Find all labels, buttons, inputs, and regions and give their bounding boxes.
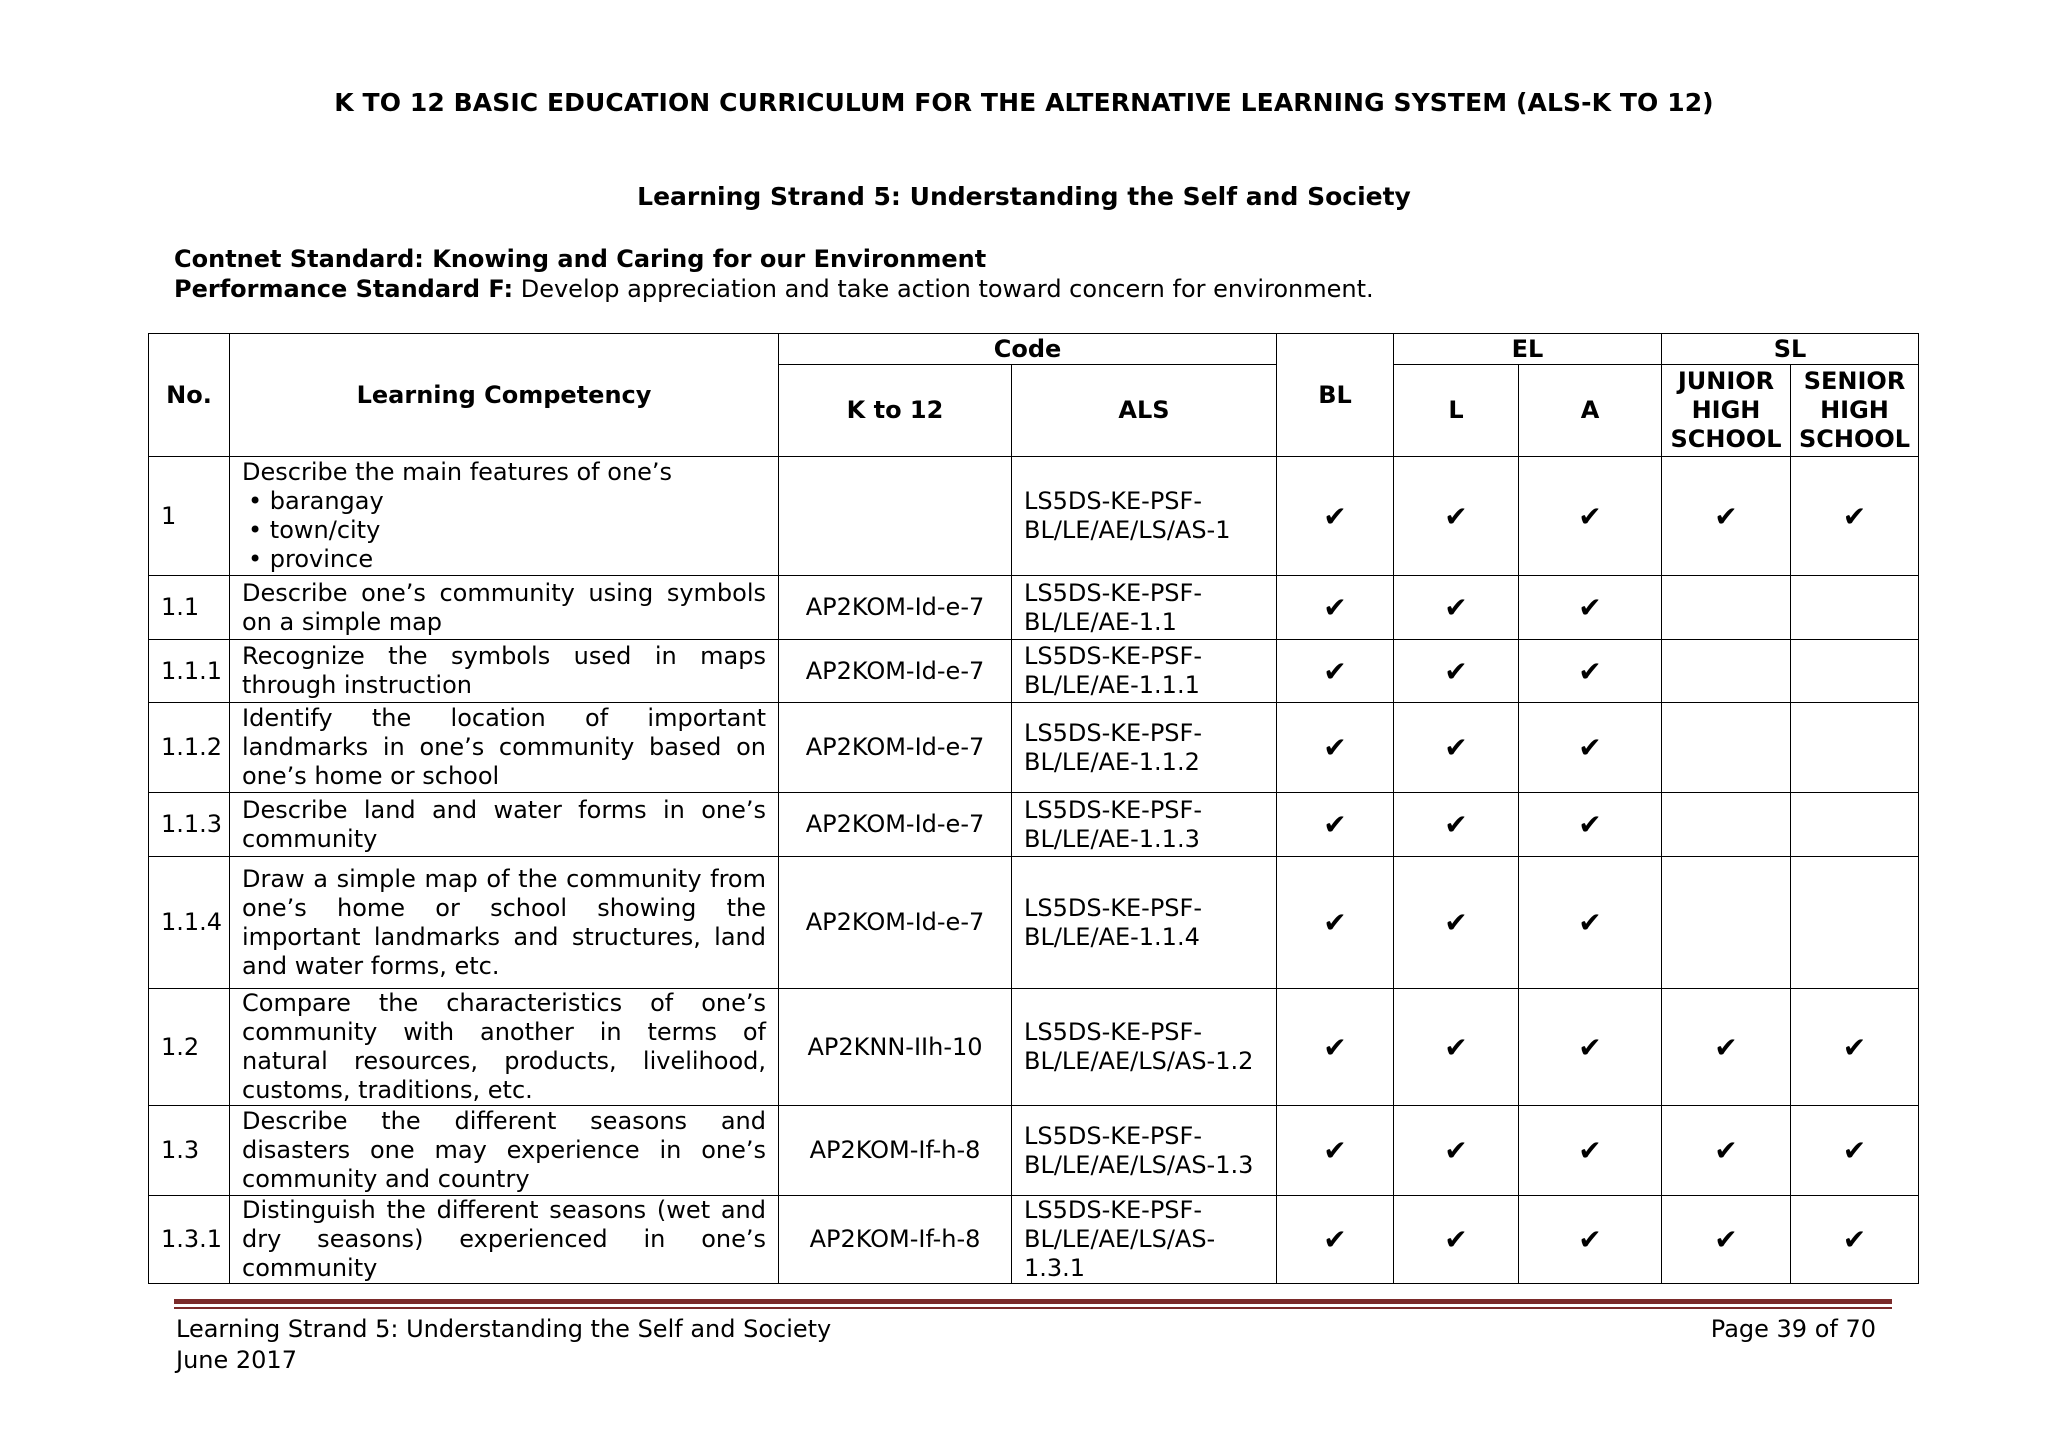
- competency-text: Recognize the symbols used in maps through instruction: [242, 642, 766, 699]
- table-row: [149, 1196, 1919, 1284]
- footer-rule: [174, 1299, 1892, 1304]
- checkmark-icon: ✔: [1323, 808, 1347, 841]
- table-row: [149, 640, 1919, 703]
- footer-strand: Learning Strand 5: Understanding the Self and Society: [176, 1315, 832, 1343]
- competency-text: Describe land and water forms in one’s community: [242, 795, 766, 853]
- k12-code: AP2KOM-Id-e-7: [779, 857, 1012, 989]
- check-el-l: [1394, 1196, 1519, 1284]
- checkmark-icon: ✔: [1842, 1223, 1867, 1256]
- checkmark-icon: ✔: [1444, 731, 1468, 764]
- als-code: LS5DS-KE-PSF- BL/LE/AE/LS/AS-1.3.1: [1012, 1196, 1277, 1284]
- checkmark-icon: ✔: [1444, 906, 1468, 939]
- competency-cell: [230, 640, 779, 703]
- row-number: 1.2: [149, 989, 230, 1106]
- checkmark-icon: ✔: [1323, 1030, 1347, 1064]
- checkmark-icon: ✔: [1714, 499, 1738, 533]
- check-bl: [1277, 576, 1394, 640]
- checkmark-icon: ✔: [1444, 808, 1468, 841]
- competency-text: Describe one’s community using symbols on a simple map: [242, 578, 766, 636]
- table-row: [149, 703, 1919, 793]
- als-code: LS5DS-KE-PSF- BL/LE/AE-1.1.2: [1012, 703, 1277, 793]
- standards-block: [174, 244, 1374, 304]
- check-bl: [1277, 857, 1394, 989]
- check-bl: [1277, 1106, 1394, 1196]
- table-row: [149, 1106, 1919, 1196]
- k12-code: AP2KOM-Id-e-7: [779, 576, 1012, 640]
- check-el-a: [1519, 1196, 1662, 1284]
- competency-text: Identify the location of important landmarks in one’s community based on one’s home or school: [242, 704, 766, 790]
- row-number: 1.1.3: [149, 793, 230, 857]
- check-el-a: [1519, 640, 1662, 703]
- check-bl: [1277, 457, 1394, 576]
- check-sl-senior-high: [1791, 457, 1919, 576]
- checkmark-icon: ✔: [1578, 1030, 1602, 1064]
- check-el-a: [1519, 989, 1662, 1106]
- check-sl-junior-high: [1662, 1196, 1791, 1284]
- checkmark-icon: ✔: [1842, 1134, 1867, 1167]
- checkmark-icon: ✔: [1714, 1223, 1738, 1256]
- checkmark-icon: ✔: [1323, 1134, 1347, 1167]
- als-code: LS5DS-KE-PSF- BL/LE/AE/LS/AS-1.3: [1012, 1106, 1277, 1196]
- check-el-a: [1519, 576, 1662, 640]
- header-sl: SL: [1662, 334, 1919, 365]
- row-number: 1.1.1: [149, 640, 230, 703]
- competency-cell: [230, 793, 779, 857]
- check-bl: [1277, 703, 1394, 793]
- competency-text: Draw a simple map of the community from one’s home or school showing the important landmarks and structures, land and water forms, etc.: [242, 864, 766, 980]
- header-l: L: [1394, 365, 1519, 457]
- k12-code: AP2KOM-Id-e-7: [779, 640, 1012, 703]
- competency-text: Describe the different seasons and disasters one may experience in one’s community and country: [242, 1107, 766, 1193]
- check-sl-junior-high: [1662, 793, 1791, 857]
- check-sl-junior-high: [1662, 703, 1791, 793]
- row-number: 1.3.1: [149, 1196, 230, 1284]
- table-row: [149, 576, 1919, 640]
- checkmark-icon: ✔: [1578, 906, 1602, 939]
- checkmark-icon: ✔: [1444, 499, 1468, 533]
- checkmark-icon: ✔: [1578, 1223, 1602, 1256]
- checkmark-icon: ✔: [1578, 591, 1602, 624]
- check-sl-junior-high: [1662, 457, 1791, 576]
- performance-standard: [174, 274, 1374, 304]
- table-body: [149, 457, 1919, 1284]
- table-row: [149, 457, 1919, 576]
- row-number: 1.1.4: [149, 857, 230, 989]
- als-code: LS5DS-KE-PSF- BL/LE/AE-1.1.1: [1012, 640, 1277, 703]
- check-sl-senior-high: [1791, 857, 1919, 989]
- check-el-a: [1519, 793, 1662, 857]
- check-sl-junior-high: [1662, 857, 1791, 989]
- checkmark-icon: ✔: [1578, 1134, 1602, 1167]
- check-el-l: [1394, 457, 1519, 576]
- table-header: [149, 334, 1919, 457]
- page-number: Page 39 of 70: [1710, 1315, 1876, 1343]
- check-sl-junior-high: [1662, 576, 1791, 640]
- check-sl-junior-high: [1662, 989, 1791, 1106]
- competency-text: Compare the characteristics of one’s community with another in terms of natural resources, products, livelihood, customs, traditions, etc.: [242, 989, 766, 1104]
- checkmark-icon: ✔: [1842, 1030, 1867, 1064]
- check-el-l: [1394, 989, 1519, 1106]
- check-el-l: [1394, 640, 1519, 703]
- check-sl-senior-high: [1791, 1106, 1919, 1196]
- check-sl-senior-high: [1791, 640, 1919, 703]
- check-el-l: [1394, 703, 1519, 793]
- check-el-a: [1519, 857, 1662, 989]
- footer-date: June 2017: [176, 1346, 297, 1374]
- check-el-l: [1394, 857, 1519, 989]
- row-number: 1.1: [149, 576, 230, 640]
- competency-cell: [230, 1106, 779, 1196]
- k12-code: AP2KOM-If-h-8: [779, 1196, 1012, 1284]
- table-row: [149, 857, 1919, 989]
- competency-table: [148, 333, 1919, 1284]
- performance-standard-label: Performance Standard F:: [174, 275, 514, 303]
- check-sl-senior-high: [1791, 703, 1919, 793]
- footer-rule-thin: [174, 1307, 1892, 1309]
- competency-cell: [230, 703, 779, 793]
- checkmark-icon: ✔: [1444, 654, 1468, 688]
- checkmark-icon: ✔: [1323, 591, 1347, 624]
- competency-cell: [230, 576, 779, 640]
- check-sl-junior-high: [1662, 640, 1791, 703]
- check-el-a: [1519, 703, 1662, 793]
- header-competency: Learning Competency: [230, 334, 779, 457]
- header-bl: BL: [1277, 334, 1394, 457]
- checkmark-icon: ✔: [1714, 1134, 1738, 1167]
- checkmark-icon: ✔: [1578, 499, 1602, 533]
- header-el: EL: [1394, 334, 1662, 365]
- row-number: 1.3: [149, 1106, 230, 1196]
- checkmark-icon: ✔: [1323, 906, 1347, 939]
- check-sl-senior-high: [1791, 576, 1919, 640]
- header-a: A: [1519, 365, 1662, 457]
- checkmark-icon: ✔: [1842, 499, 1867, 533]
- checkmark-icon: ✔: [1323, 499, 1347, 533]
- header-senior-high: SENIOR HIGH SCHOOL: [1791, 365, 1919, 457]
- document-title: K TO 12 BASIC EDUCATION CURRICULUM FOR THE ALTERNATIVE LEARNING SYSTEM (ALS-K TO 12): [334, 88, 1714, 117]
- feature-list-item: • barangay: [248, 487, 766, 516]
- checkmark-icon: ✔: [1323, 654, 1347, 688]
- competency-text: Distinguish the different seasons (wet and dry seasons) experienced in one’s community: [242, 1196, 766, 1282]
- check-el-l: [1394, 793, 1519, 857]
- feature-list-item: • province: [248, 545, 766, 574]
- header-no: No.: [149, 334, 230, 457]
- feature-list-item: • town/city: [248, 516, 766, 545]
- als-code: LS5DS-KE-PSF- BL/LE/AE-1.1.3: [1012, 793, 1277, 857]
- als-code: LS5DS-KE-PSF- BL/LE/AE/LS/AS-1.2: [1012, 989, 1277, 1106]
- checkmark-icon: ✔: [1323, 1223, 1347, 1256]
- header-code: Code: [779, 334, 1277, 365]
- table-row: [149, 793, 1919, 857]
- k12-code: AP2KOM-Id-e-7: [779, 793, 1012, 857]
- checkmark-icon: ✔: [1444, 1134, 1468, 1167]
- checkmark-icon: ✔: [1444, 1030, 1468, 1064]
- k12-code: AP2KOM-If-h-8: [779, 1106, 1012, 1196]
- competency-cell: [230, 857, 779, 989]
- check-bl: [1277, 640, 1394, 703]
- check-el-l: [1394, 576, 1519, 640]
- check-el-a: [1519, 457, 1662, 576]
- check-el-l: [1394, 1106, 1519, 1196]
- checkmark-icon: ✔: [1578, 808, 1602, 841]
- als-code: LS5DS-KE-PSF- BL/LE/AE-1.1: [1012, 576, 1277, 640]
- als-code: LS5DS-KE-PSF- BL/LE/AE/LS/AS-1: [1012, 457, 1277, 576]
- checkmark-icon: ✔: [1714, 1030, 1738, 1064]
- content-standard: Contnet Standard: Knowing and Caring for our Environment: [174, 245, 987, 273]
- row-number: 1.1.2: [149, 703, 230, 793]
- checkmark-icon: ✔: [1578, 731, 1602, 764]
- performance-standard-text: Develop appreciation and take action toward concern for environment.: [513, 275, 1374, 303]
- row-number: 1: [149, 457, 230, 576]
- footer-left: [176, 1314, 831, 1376]
- check-el-a: [1519, 1106, 1662, 1196]
- als-code: LS5DS-KE-PSF- BL/LE/AE-1.1.4: [1012, 857, 1277, 989]
- check-bl: [1277, 1196, 1394, 1284]
- checkmark-icon: ✔: [1444, 591, 1468, 624]
- competency-cell: [230, 1196, 779, 1284]
- check-sl-senior-high: [1791, 793, 1919, 857]
- k12-code: [779, 457, 1012, 576]
- check-sl-senior-high: [1791, 1196, 1919, 1284]
- k12-code: AP2KOM-Id-e-7: [779, 703, 1012, 793]
- k12-code: AP2KNN-IIh-10: [779, 989, 1012, 1106]
- checkmark-icon: ✔: [1323, 731, 1347, 764]
- competency-cell: [230, 457, 779, 576]
- competency-text: Describe the main features of one’s: [242, 458, 673, 486]
- table-row: [149, 989, 1919, 1106]
- checkmark-icon: ✔: [1444, 1223, 1468, 1256]
- check-sl-senior-high: [1791, 989, 1919, 1106]
- header-als: ALS: [1012, 365, 1277, 457]
- strand-title: Learning Strand 5: Understanding the Self and Society: [637, 182, 1411, 211]
- check-bl: [1277, 793, 1394, 857]
- checkmark-icon: ✔: [1578, 654, 1602, 688]
- feature-list: [242, 487, 766, 574]
- header-k12: K to 12: [779, 365, 1012, 457]
- competency-cell: [230, 989, 779, 1106]
- check-sl-junior-high: [1662, 1106, 1791, 1196]
- header-junior-high: JUNIOR HIGH SCHOOL: [1662, 365, 1791, 457]
- check-bl: [1277, 989, 1394, 1106]
